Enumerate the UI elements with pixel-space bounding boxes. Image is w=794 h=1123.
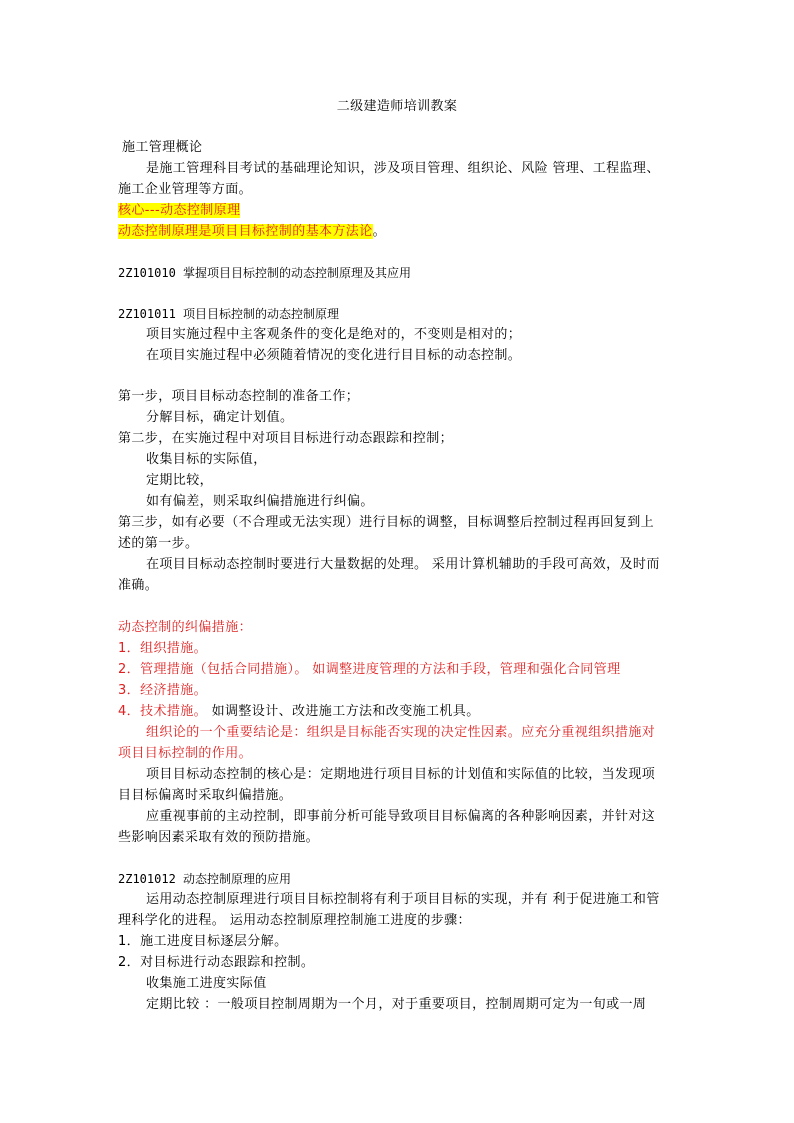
highlight-text: 核心---动态控制原理 (118, 203, 241, 218)
paragraph-line: 准确。 (118, 578, 159, 593)
paragraph-line: 目目标偏离时采取纠偏措施。 (118, 788, 293, 803)
paragraph-line: 项目实施过程中主客观条件的变化是绝对的，不变则是相对的； (146, 327, 522, 342)
paragraph-line: 收集施工进度实际值 (146, 976, 267, 991)
measure-item-1: 1．组织措施。 (118, 641, 208, 656)
paragraph-line: 在项目实施过程中必须随着情况的变化进行目目标的动态控制。 (146, 348, 522, 363)
document-title: 二级建造师培训教案 (336, 99, 458, 114)
paragraph-line: 在项目目标动态控制时要进行大量数据的处理。 采用计算机辅助的手段可高效，及时而 (146, 557, 660, 572)
key-conclusion: 组织论的一个重要结论是：组织是目标能否实现的决定性因素。应充分重视组织措施对 (146, 725, 656, 740)
highlighted-method-line (118, 222, 386, 242)
highlighted-core-line (118, 201, 240, 221)
step-three: 第三步，如有必要（不合理或无法实现）进行目标的调整，目标调整后控制过程再回复到上 (118, 515, 655, 530)
measures-heading: 动态控制的纠偏措施： (118, 620, 253, 635)
list-item-2: 2．对目标进行动态跟踪和控制。 (118, 955, 315, 970)
paragraph-line: 述的第一步。 (118, 536, 199, 551)
punctuation-text: 。 (372, 224, 387, 239)
measure-item-2: 2．管理措施（包括合同措施）。 如调整进度管理的方法和手段，管理和强化合同管理 (118, 662, 621, 677)
key-conclusion-cont: 项目目标控制的作用。 (118, 746, 253, 761)
paragraph-line: 些影响因素采取有效的预防措施。 (118, 830, 320, 845)
paragraph-line: 应重视事前的主动控制，即事前分析可能导致项目目标偏离的各种影响因素，并针对这 (146, 809, 656, 824)
paragraph-line: 定期比较， (146, 473, 214, 488)
section-heading-2Z101011: 2Z101011 项目目标控制的动态控制原理 (118, 307, 340, 321)
section-heading-2Z101012: 2Z101012 动态控制原理的应用 (118, 872, 292, 886)
paragraph-line: 收集目标的实际值， (146, 452, 267, 467)
measure-item-4: 4．技术措施。 如调整设计、改进施工方法和改变施工机具。 (118, 704, 480, 719)
paragraph-line: 施工企业管理等方面。 (118, 182, 253, 197)
paragraph-line: 是施工管理科目考试的基础理论知识，涉及项目管理、组织论、风险 管理、工程监理、 (146, 161, 660, 176)
step-two: 第二步，在实施过程中对项目目标进行动态跟踪和控制； (118, 431, 454, 446)
paragraph-line: 定期比较 ：一般项目控制周期为一个月，对于重要项目，控制周期可定为一旬或一周 (146, 997, 647, 1012)
highlight-text: 动态控制原理是项目目标控制的基本方法论 (118, 224, 373, 239)
paragraph-line: 项目目标动态控制的核心是：定期地进行项目目标的计划值和实际值的比较，当发现项 (146, 767, 656, 782)
list-item-1: 1．施工进度目标逐层分解。 (118, 934, 288, 949)
heading-intro: 施工管理概论 (122, 140, 203, 155)
paragraph-line: 如有偏差，则采取纠偏措施进行纠偏。 (146, 494, 374, 509)
paragraph-line: 运用动态控制原理进行项目目标控制将有利于项目目标的实现，并有 利于促进施工和管 (146, 892, 660, 907)
section-heading-2Z101010: 2Z101010 掌握项目目标控制的动态控制原理及其应用 (118, 266, 412, 280)
paragraph-line: 理科学化的进程。 运用动态控制原理控制施工进度的步骤： (118, 913, 471, 928)
measure-item-3: 3．经济措施。 (118, 683, 208, 698)
paragraph-line: 分解目标，确定计划值。 (146, 410, 294, 425)
step-one: 第一步，项目目标动态控制的准备工作； (118, 389, 360, 404)
